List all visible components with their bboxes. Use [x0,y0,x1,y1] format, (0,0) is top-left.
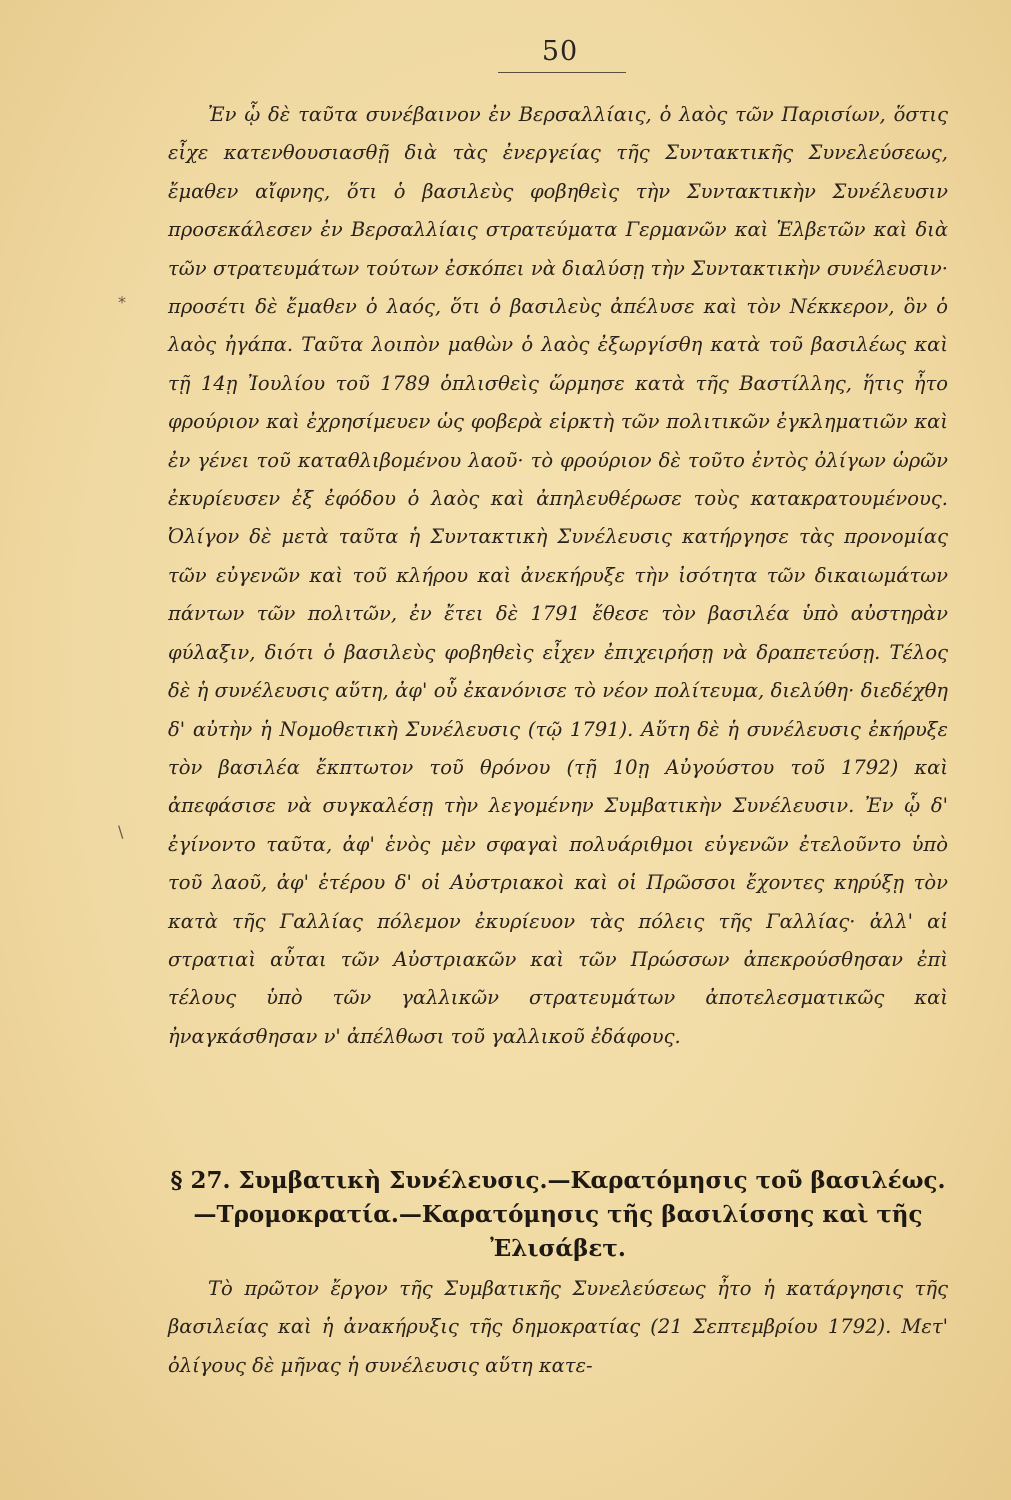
secondary-text [168,1270,948,1385]
section-heading: § 27. Συμβατικὴ Συνέλευσις.—Καρατόμησις τοῦ βασιλέως.—Τρομοκρατία.—Καρατόμησις τῆς βασιλίσσης καὶ τῆς Ἐλισάβετ. [170,1167,946,1262]
page-number: 50 [541,36,579,67]
margin-mark: ⁎ [118,288,126,307]
paragraph-1: Ἐν ᾧ δὲ ταῦτα συνέβαινον ἐν Βερσαλλίαις, ὁ λαὸς τῶν Παρισίων, ὅστις εἶχε κατενθουσιασθῇ διὰ τὰς ἐνεργείας τῆς Συντακτικῆς Συνελεύσεως, ἔμαθεν αἴφνης, ὅτι ὁ βασιλεὺς φοβηθεὶς τὴν Συντακτικὴν Συνέλευσιν προσεκάλεσεν ἐν Βερσαλλίαις στρατεύματα Γερμανῶν καὶ Ἑλβετῶν καὶ διὰ τῶν στρατευμάτων τούτων ἐσκόπει νὰ διαλύσῃ τὴν Συντακτικὴν συνέλευσιν· προσέτι δὲ ἔμαθεν ὁ λαός, ὅτι ὁ βασιλεὺς ἀπέλυσε καὶ τὸν Νέκκερον, ὃν ὁ λαὸς ἠγάπα. Ταῦτα λοιπὸν μαθὼν ὁ λαὸς ἐξωργίσθη κατὰ τοῦ βασιλέως καὶ τῇ 14ῃ Ἰουλίου τοῦ 1789 ὁπλισθεὶς ὥρμησε κατὰ τῆς Βαστίλλης, ἥτις ἦτο φρούριον καὶ ἐχρησίμευεν ὡς φοβερὰ εἱρκτὴ τῶν πολιτικῶν ἐγκληματιῶν καὶ ἐν γένει τοῦ καταθλιβομένου λαοῦ· τὸ φρούριον δὲ τοῦτο ἐντὸς ὀλίγων ὡρῶν ἐκυρίευσεν ἐξ ἐφόδου ὁ λαὸς καὶ ἀπηλευθέρωσε τοὺς κατακρατουμένους. Ὀλίγον δὲ μετὰ ταῦτα ἡ Συντακτικὴ Συνέλευσις κατήργησε τὰς προνομίας τῶν εὐγενῶν καὶ τοῦ κλήρου καὶ ἀνεκήρυξε τὴν ἰσότητα τῶν δικαιωμάτων πάντων τῶν πολιτῶν, ἐν ἔτει δὲ 1791 ἔθεσε τὸν βασιλέα ὑπὸ αὐστηρὰν φύλαξιν, διότι ὁ βασιλεὺς φοβηθεὶς εἶχεν ἐπιχειρήσῃ νὰ δραπετεύσῃ. Τέλος δὲ ἡ συνέλευσις αὕτη, ἀφ' οὗ ἐκανόνισε τὸ νέον πολίτευμα, διελύθη· διεδέχθη δ' αὐτὴν ἡ Νομοθετικὴ Συνέλευσις (τῷ 1791). Αὕτη δὲ ἡ συνέλευσις ἐκήρυξε τὸν βασιλέα ἔκπτωτον τοῦ θρόνου (τῇ 10ῃ Αὐγούστου τοῦ 1792) καὶ ἀπεφάσισε νὰ συγκαλέσῃ τὴν λεγομένην Συμβατικὴν Συνέλευσιν. Ἐν ᾧ δ' ἐγίνοντο ταῦτα, ἀφ' ἑνὸς μὲν σφαγαὶ πολυάριθμοι εὐγενῶν ἐτελοῦντο ὑπὸ τοῦ λαοῦ, ἀφ' ἑτέρου δ' οἱ Αὐστριακοὶ καὶ οἱ Πρῶσσοι ἔχοντες κηρύξῃ τὸν κατὰ τῆς Γαλλίας πόλεμον ἐκυρίευον τὰς πόλεις τῆς Γαλλίας· ἀλλ' αἱ στρατιαὶ αὗται τῶν Αὐστριακῶν καὶ τῶν Πρώσσων ἀπεκρούσθησαν ἐπὶ τέλους ὑπὸ τῶν γαλλικῶν στρατευμάτων ἀποτελεσματικῶς καὶ ἠναγκάσθησαν ν' ἀπέλθωσι τοῦ γαλλικοῦ ἐδάφους. [168,103,948,1048]
header-rule [498,72,626,73]
main-text [168,96,948,1056]
paragraph-2: Τὸ πρῶτον ἔργον τῆς Συμβατικῆς Συνελεύσεως ἦτο ἡ κατάργησις τῆς βασιλείας καὶ ἡ ἀνακήρυξις τῆς δημοκρατίας (21 Σεπτεμβρίου 1792). Μετ' ὀλίγους δὲ μῆνας ἡ συνέλευσις αὕτη κατε- [168,1277,948,1377]
margin-mark: \ [118,822,124,841]
